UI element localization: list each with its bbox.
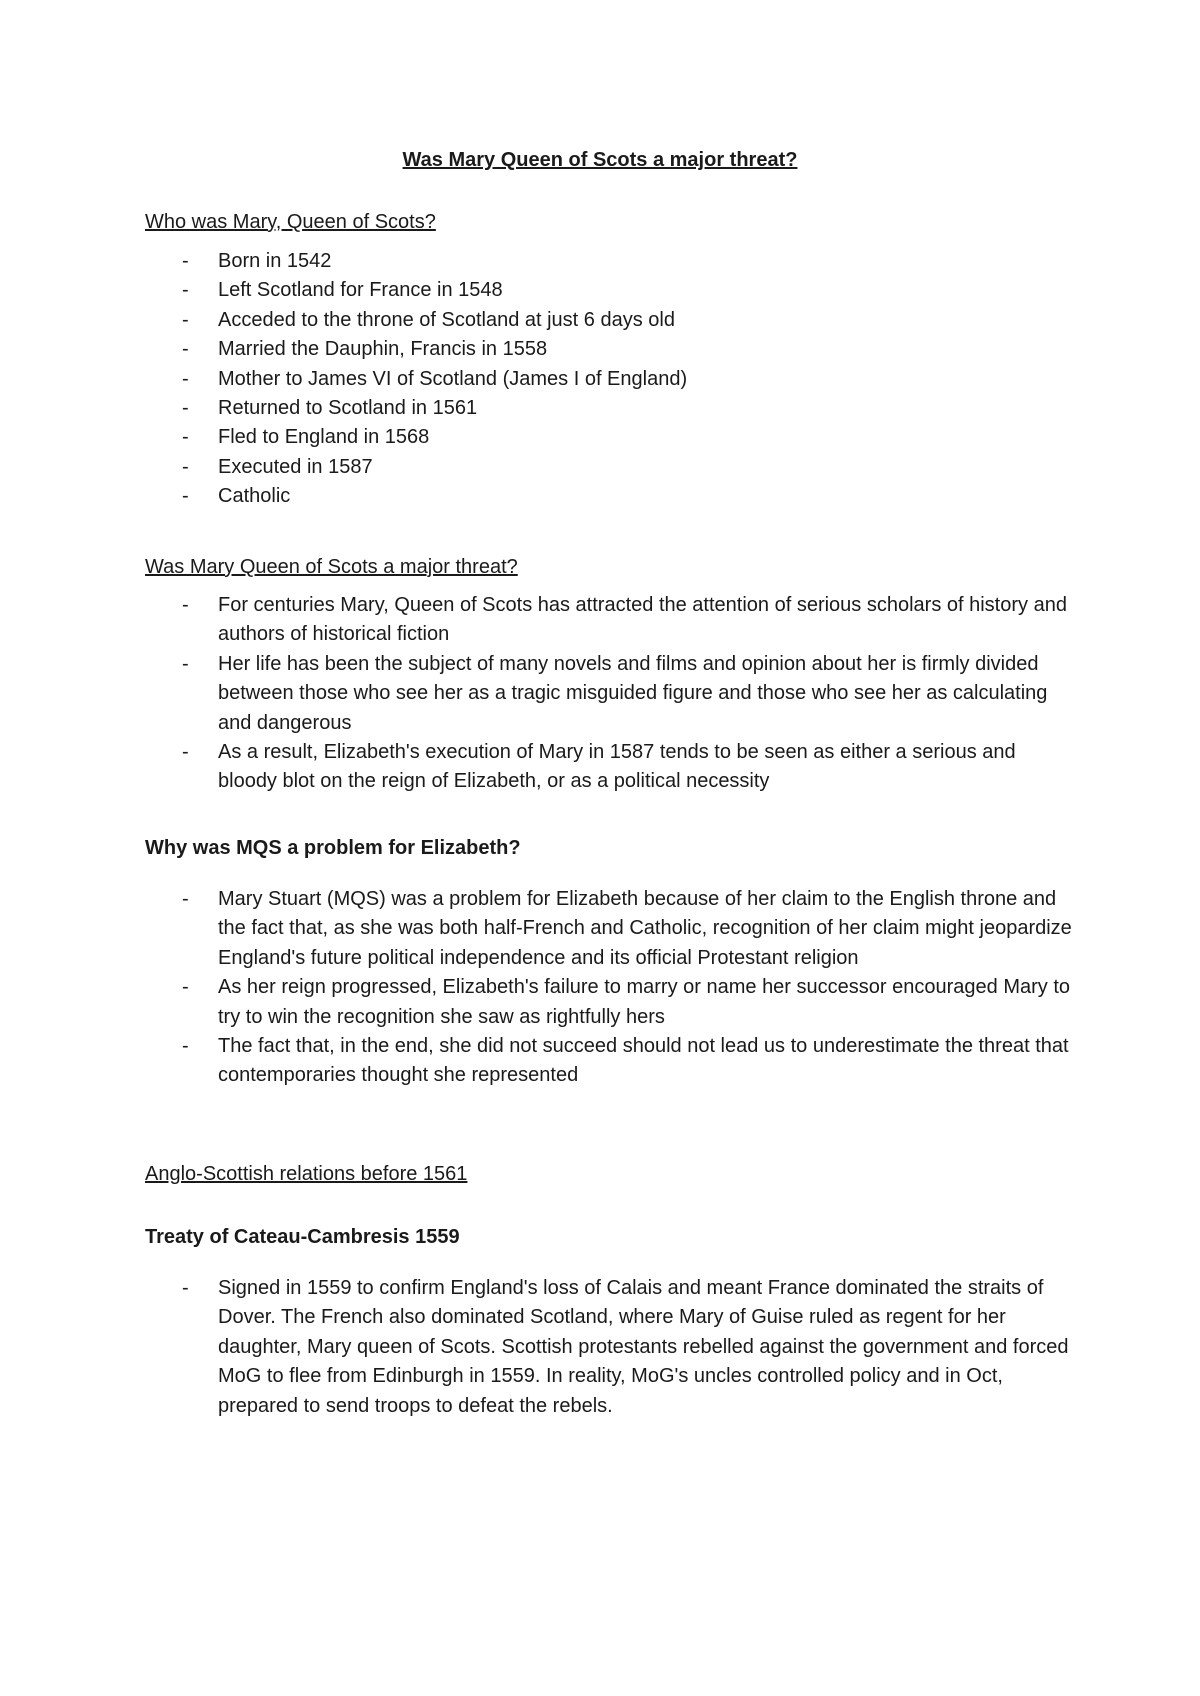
section-heading-mqs-problem: Why was MQS a problem for Elizabeth? (145, 837, 521, 859)
section-heading-who-was-mary: Who was Mary, Queen of Scots? (145, 211, 436, 233)
list-item: - Born in 1542 (145, 247, 1075, 276)
list-item: - The fact that, in the end, she did not succeed should not lead us to underestimate the threat that contemporaries thought she represented (145, 1032, 1075, 1091)
list-item: - Married the Dauphin, Francis in 1558 (145, 335, 1075, 364)
list-item: - As her reign progressed, Elizabeth's failure to marry or name her successor encouraged Mary to try to win the recognition she saw as rightfully hers (145, 973, 1075, 1032)
section-heading-major-threat: Was Mary Queen of Scots a major threat? (145, 556, 518, 578)
list-item: - For centuries Mary, Queen of Scots has attracted the attention of serious scholars of history and authors of historical fiction (145, 591, 1075, 650)
bullet-list-treaty (145, 1274, 1075, 1421)
list-item: - Returned to Scotland in 1561 (145, 394, 1075, 423)
list-item: - Signed in 1559 to confirm England's loss of Calais and meant France dominated the straits of Dover. The French also dominated Scotland, where Mary of Guise ruled as regent for her daughter, Mary queen of Scots. Scottish protestants rebelled against the government and forced MoG to flee from Edinburgh in 1559. In reality, MoG's uncles controlled policy and in Oct, prepared to send troops to defeat the rebels. (145, 1274, 1075, 1421)
list-item: - Catholic (145, 482, 1075, 511)
bullet-list-major-threat (145, 591, 1075, 797)
list-item: - Left Scotland for France in 1548 (145, 276, 1075, 305)
bullet-list-mqs-problem (145, 885, 1075, 1091)
section-heading-treaty: Treaty of Cateau-Cambresis 1559 (145, 1226, 460, 1248)
list-item: - Her life has been the subject of many novels and films and opinion about her is firmly divided between those who see her as a tragic misguided figure and those who see her as calculating and dangerous (145, 650, 1075, 738)
list-item: - Mary Stuart (MQS) was a problem for Elizabeth because of her claim to the English throne and the fact that, as she was both half-French and Catholic, recognition of her claim might jeopardize England's future political independence and its official Protestant religion (145, 885, 1075, 973)
list-item: - Executed in 1587 (145, 453, 1075, 482)
list-item: - Fled to England in 1568 (145, 423, 1075, 452)
bullet-list-who-was-mary (145, 247, 1075, 512)
list-item: - Mother to James VI of Scotland (James I of England) (145, 365, 1075, 394)
section-heading-anglo-scottish: Anglo-Scottish relations before 1561 (145, 1163, 468, 1185)
list-item: - As a result, Elizabeth's execution of Mary in 1587 tends to be seen as either a serious and bloody blot on the reign of Elizabeth, or as a political necessity (145, 738, 1075, 797)
list-item: - Acceded to the throne of Scotland at just 6 days old (145, 306, 1075, 335)
document-title: Was Mary Queen of Scots a major threat? (402, 149, 798, 171)
